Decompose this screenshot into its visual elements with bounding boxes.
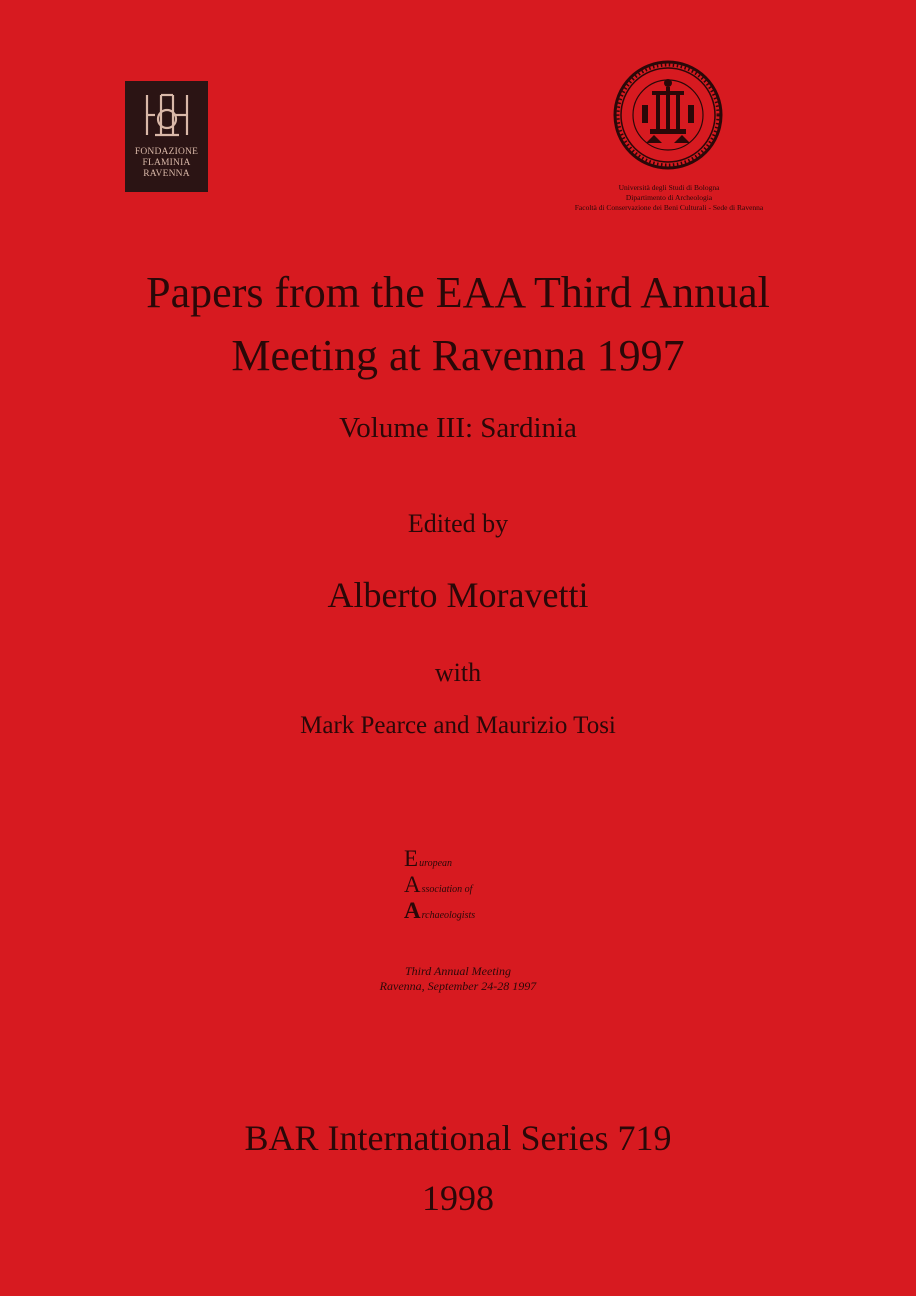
volume-subtitle: Volume III: Sardinia xyxy=(339,412,577,444)
eaa-letter: A xyxy=(404,898,421,923)
eaa-logo-row xyxy=(404,872,472,898)
series-label: BAR International Series 719 xyxy=(244,1118,672,1158)
university-seal-caption xyxy=(552,183,786,213)
edited-by-label: Edited by xyxy=(407,509,509,538)
fondazione-logo-text xyxy=(125,147,208,180)
publication-year: 1998 xyxy=(422,1178,494,1218)
fondazione-flaminia-logo xyxy=(125,81,208,192)
university-seal-icon xyxy=(612,59,724,171)
eaa-word: rchaeologists xyxy=(421,910,476,921)
logo-line: FLAMINIA xyxy=(142,158,191,168)
meeting-line-2: Ravenna, September 24-28 1997 xyxy=(379,979,537,993)
meeting-line-1: Third Annual Meeting xyxy=(405,964,511,978)
editor-name: Alberto Moravetti xyxy=(327,575,589,615)
book-title-line-1: Papers from the EAA Third Annual xyxy=(146,268,770,317)
eaa-letter: A xyxy=(404,872,421,897)
seal-caption-line: Dipartimento di Archeologia xyxy=(625,193,713,202)
eaa-logo-row xyxy=(404,846,452,872)
book-title-line-2: Meeting at Ravenna 1997 xyxy=(231,331,685,380)
eaa-word: ssociation of xyxy=(421,884,473,895)
eaa-logo xyxy=(404,846,534,936)
seal-caption-line: Università degli Studi di Bologna xyxy=(618,183,720,192)
eaa-letter: E xyxy=(404,846,419,871)
logo-line: FONDAZIONE xyxy=(134,147,199,157)
eaa-word: uropean xyxy=(419,858,453,869)
co-editors-names: Mark Pearce and Maurizio Tosi xyxy=(300,712,616,739)
eaa-logo-row xyxy=(404,898,475,924)
logo-line: RAVENNA xyxy=(143,169,190,179)
monogram-icon xyxy=(141,89,193,141)
with-label: with xyxy=(434,658,482,687)
seal-caption-line: Facoltà di Conservazione dei Beni Culturali - Sede di Ravenna xyxy=(574,203,764,212)
